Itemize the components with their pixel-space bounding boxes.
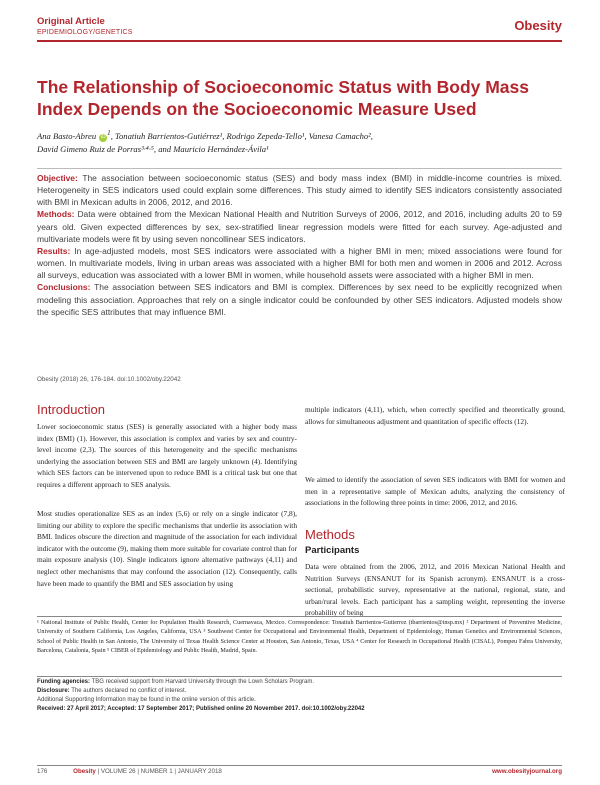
author-line1-rest: , Tonatiuh Barrientos-Gutiérrez¹, Rodrigo Zepeda-Tello¹, Vanesa Camacho², bbox=[110, 130, 373, 141]
footer-divider bbox=[37, 765, 562, 766]
abstract-results: Results: In age-adjusted models, most SES indicators were associated with a higher BMI in men; mixed associations were found for women. In multivariate models, living in urban areas was associated with a higher BMI for both men and women in 2006 and 2012. Across all surveys, education was associated with a lower BMI in women, while household assets were associated with a higher BMI in men. bbox=[37, 245, 562, 281]
intro-paragraph-1: Lower socioeconomic status (SES) is generally associated with a higher body mass index (BMI) (1). However, this association is complex and varies by sex and country-level income (2,3). The sources of this heterogeneity and the specific mechanisms underlying the association between SES and BMI are largely unknown (4). Identifying which SES factors can be intervened upon to reduce BMI is a critical task but one that requires a different approach to SES analysis. bbox=[37, 422, 297, 489]
intro-paragraph-2: Most studies operationalize SES as an index (5,6) or rely on a single indicator (7,8), limiting our ability to explore the specific mechanisms that underlie its association with BMI. Indices obscure the direction and magnitude of the association for each individual indicator with the outcome (9), making them more suitable for covariate control than for main exposure analysis (10). Single indicators ignore alternative pathways (4,11) and neglect other mechanisms that may confound the association (12). Consequently, calls have been made to quantify the BMI and SES association by using bbox=[37, 509, 297, 588]
intro-paragraph-4: We aimed to identify the association of seven SES indicators with BMI for women and men in a representative sample of Mexican adults, analyzing the consistency of associations in the following three points in time: 2006, 2012, and 2016. bbox=[305, 475, 565, 508]
footnote-divider bbox=[37, 616, 562, 617]
author-first: Ana Basto-Abreu bbox=[37, 130, 97, 141]
header-divider bbox=[37, 40, 562, 42]
abstract-divider bbox=[37, 168, 562, 169]
abstract-objective: Objective: The association between socioeconomic status (SES) and body mass index (BMI) in middle-income countries is mixed. Heterogeneity in SES indicators used could explain some differences. This study aimed to identify SES indicators consistently associated with BMI in Mexican adults in 2006, 2012, and 2016. bbox=[37, 173, 562, 208]
meta-divider bbox=[37, 676, 562, 677]
journal-url-link[interactable]: www.obesityjournal.org bbox=[492, 768, 562, 775]
author-first-affiliation: 1 bbox=[107, 129, 111, 137]
page-number: 176 bbox=[37, 768, 48, 775]
methods-paragraph-1: Data were obtained from the 2006, 2012, and 2016 Mexican National Health and Nutrition Surveys (ENSANUT for its Spanish acronym). ENSANUT is a cross-sectional, probabilistic survey, representative at the national, regional, state, and urban/rural levels. Each participant has a sampling weight, representing the inverse probability of being bbox=[305, 562, 565, 618]
methods-heading: Methods bbox=[305, 527, 355, 542]
orcid-icon[interactable]: iD bbox=[100, 134, 106, 140]
footer-journal: Obesity bbox=[73, 768, 96, 775]
footer-issue: | VOLUME 26 | NUMBER 1 | JANUARY 2018 bbox=[97, 768, 222, 775]
intro-paragraph-3: multiple indicators (4,11), which, when correctly specified and theoretically ground, allows for simultaneous adjustment and quantitation of specific effects (12). bbox=[305, 405, 565, 426]
received-line: Received: 27 April 2017; Accepted: 17 September 2017; Published online 20 November 2017. doi:10.1002/oby.22042 bbox=[37, 706, 365, 712]
citation-line: Obesity (2018) 26, 176-184. doi:10.1002/oby.22042 bbox=[37, 376, 181, 383]
funding-line: Funding agencies: TBG received support from Harvard University through the Lown Scholars Program. bbox=[37, 679, 315, 685]
author-line2: David Gimeno Ruiz de Porras³·⁴·⁵, and Mauricio Hernández-Ávila¹ bbox=[37, 143, 269, 154]
introduction-heading: Introduction bbox=[37, 402, 105, 417]
article-meta bbox=[37, 678, 562, 714]
author-list bbox=[37, 127, 562, 156]
affiliation-footnote: ¹ National Institute of Public Health, Center for Population Health Research, Cuernavaca, Mexico. Correspondence: Tonatiuh Barrientos-Gutierrez (tbarrientos@insp.mx) ² Department of Preventive Medicine, University of Southern California, Los Angeles, California, USA ³ Southwest Center for Occupational and Environmental Health, Department of Epidemiology, Human Genetics and Environmental Sciences, School of Public Health in San Antonio, The University of Texas Health Science Center at Houston, San Antonio, Texas, USA ⁴ Center for Research in Occupational Health (CISAL), Pompeu Fabra University, Barcelona, Catalonia, Spain ⁵ CIBER of Epidemiology and Public Health, Madrid, Spain. bbox=[37, 620, 562, 655]
article-section-label: EPIDEMIOLOGY/GENETICS bbox=[37, 29, 133, 36]
disclosure-line: Disclosure: The authors declared no conflict of interest. bbox=[37, 688, 187, 694]
article-type-label: Original Article bbox=[37, 16, 105, 27]
article-title: The Relationship of Socioeconomic Status with Body Mass Index Depends on the Socioeconomic Measure Used bbox=[37, 77, 530, 119]
abstract-methods: Methods: Data were obtained from the Mexican National Health and Nutrition Surveys of 2006, 2012, and 2016, including adults 20 to 59 years old. Given expected differences by sex, sex-stratified linear regression models were fitted for each survey. Age-adjusted and multivariate models were fit by using seven noncollinear SES indicators. bbox=[37, 209, 562, 244]
abstract bbox=[37, 172, 562, 318]
additional-info-line: Additional Supporting Information may be found in the online version of this article. bbox=[37, 697, 256, 703]
abstract-conclusions: Conclusions: The association between SES indicators and BMI is complex. Differences by sex need to be explicitly recognized when modeling this association. Approaches that rely on a single indicator could be confounded by other SES indicators. Adjusted models show the specific SES attributes that may influence BMI. bbox=[37, 282, 562, 317]
journal-name: Obesity bbox=[514, 18, 562, 33]
footer-left bbox=[37, 768, 222, 775]
participants-subheading: Participants bbox=[305, 545, 360, 556]
